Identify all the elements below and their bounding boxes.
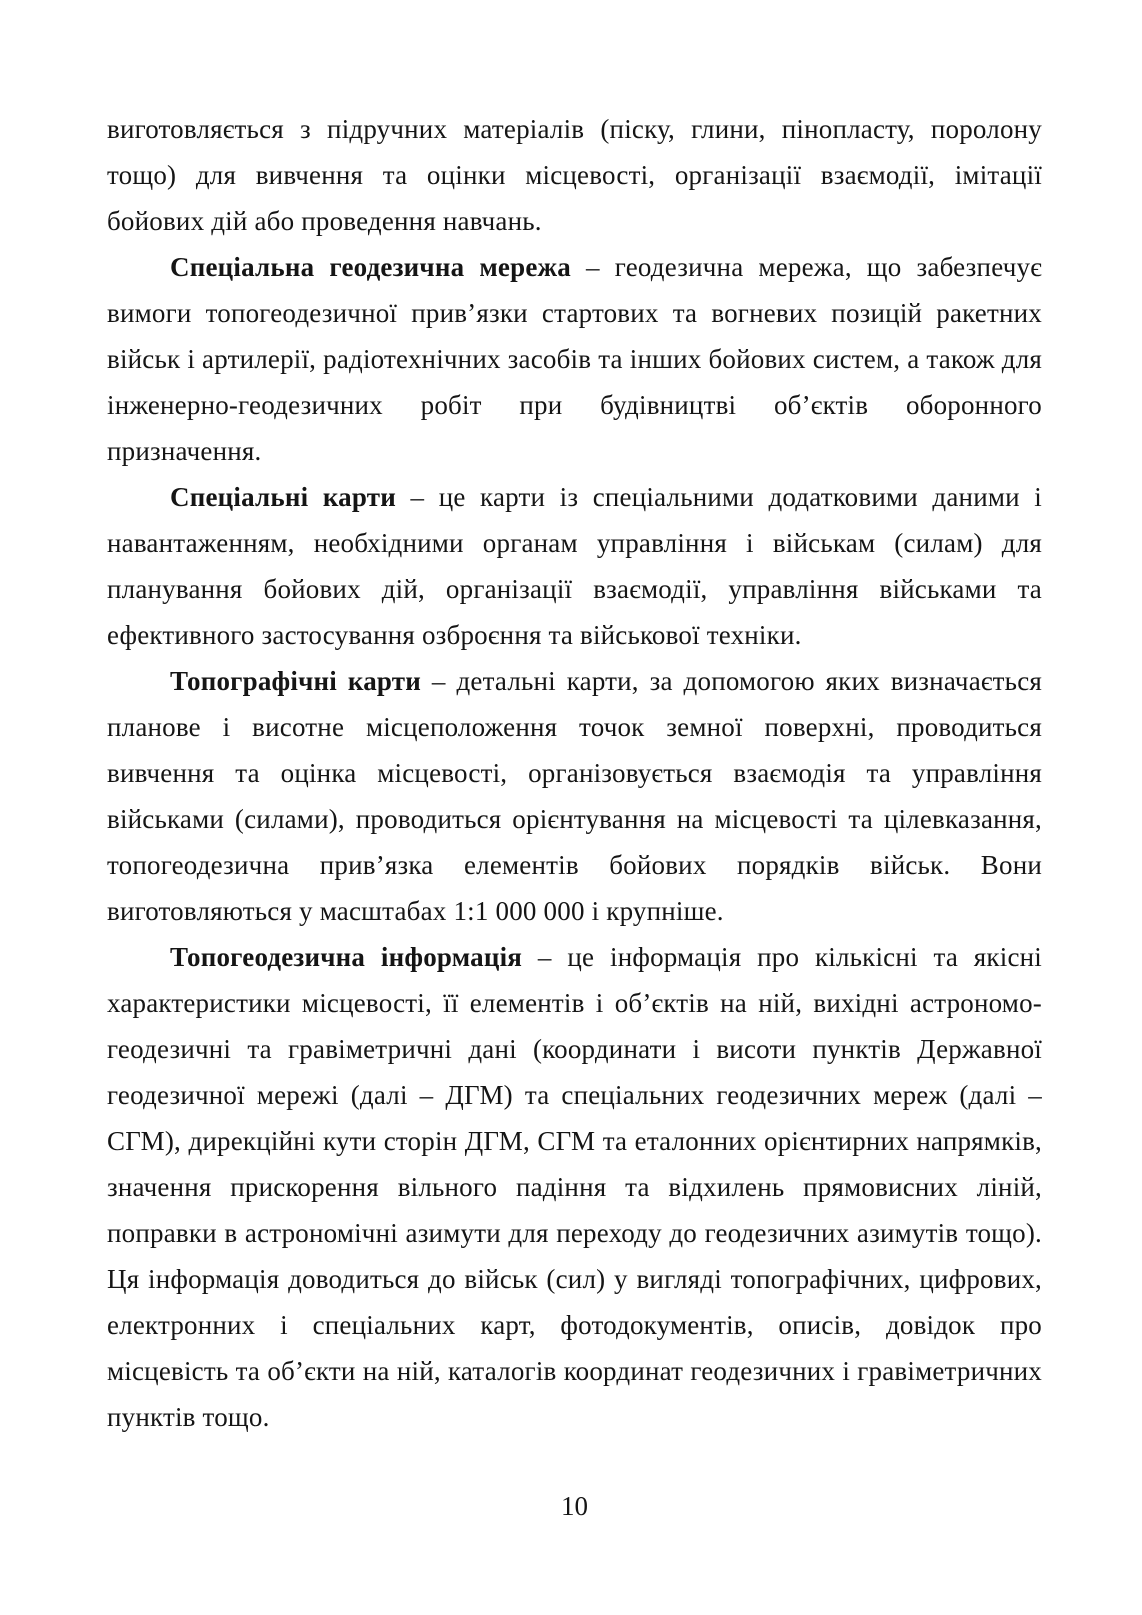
term-bold: Спеціальні карти (170, 482, 396, 512)
paragraph-special-maps (107, 474, 1042, 658)
paragraph-text: – геодезична мережа, що забезпечує вимоги топогеодезичної прив’язки стартових та вогневих позицій ракетних військ і артилерії, радіотехнічних засобів та інших бойових систем, а також для інженерно-геодезичних робіт при будівництві об’єктів оборонного призначення. (107, 252, 1042, 466)
paragraph-text: – детальні карти, за допомогою яких визначається планове і висотне місцеположення точок земної поверхні, проводиться вивчення та оцінка місцевості, організовується взаємодія та управління військами (силами), проводиться орієнтування на місцевості та цілевказання, топогеодезична прив’язка елементів бойових порядків військ. Вони виготовляються у масштабах 1:1 000 000 і крупніше. (107, 666, 1042, 926)
term-bold: Топогеодезична інформація (170, 942, 523, 972)
term-bold: Спеціальна геодезична мережа (170, 252, 571, 282)
document-page (107, 106, 1042, 1440)
paragraph-text: – це інформація про кількісні та якісні характеристики місцевості, її елементів і об’єктів на ній, вихідні астрономо-геодезичні та гравіметричні дані (координати і висоти пунктів Державної геодезичної мережі (далі – ДГМ) та спеціальних геодезичних мереж (далі – СГМ), дирекційні кути сторін ДГМ, СГМ та еталонних орієнтирних напрямків, значення прискорення вільного падіння та відхилень прямовисних ліній, поправки в астрономічні азимути для переходу до геодезичних азимутів тощо). Ця інформація доводиться до військ (сил) у вигляді топографічних, цифрових, електронних і спеціальних карт, фотодокументів, описів, довідок про місцевість та об’єкти на ній, каталогів координат геодезичних і гравіметричних пунктів тощо. (107, 942, 1042, 1432)
paragraph-special-geodetic-network (107, 244, 1042, 474)
paragraph-continuation (107, 106, 1042, 244)
term-bold: Топографічні карти (170, 666, 421, 696)
paragraph-text: виготовляється з підручних матеріалів (піску, глини, пінопласту, поролону тощо) для вивчення та оцінки місцевості, організації взаємодії, імітації бойових дій або проведення навчань. (107, 114, 1042, 236)
paragraph-topogeodetic-information (107, 934, 1042, 1440)
paragraph-text: – це карти із спеціальними додатковими даними і навантаженням, необхідними органам управління і військам (силам) для планування бойових дій, організації взаємодії, управління військами та ефективного застосування озброєння та військової техніки. (107, 482, 1042, 650)
paragraph-topographic-maps (107, 658, 1042, 934)
page-number: 10 (561, 1491, 588, 1521)
